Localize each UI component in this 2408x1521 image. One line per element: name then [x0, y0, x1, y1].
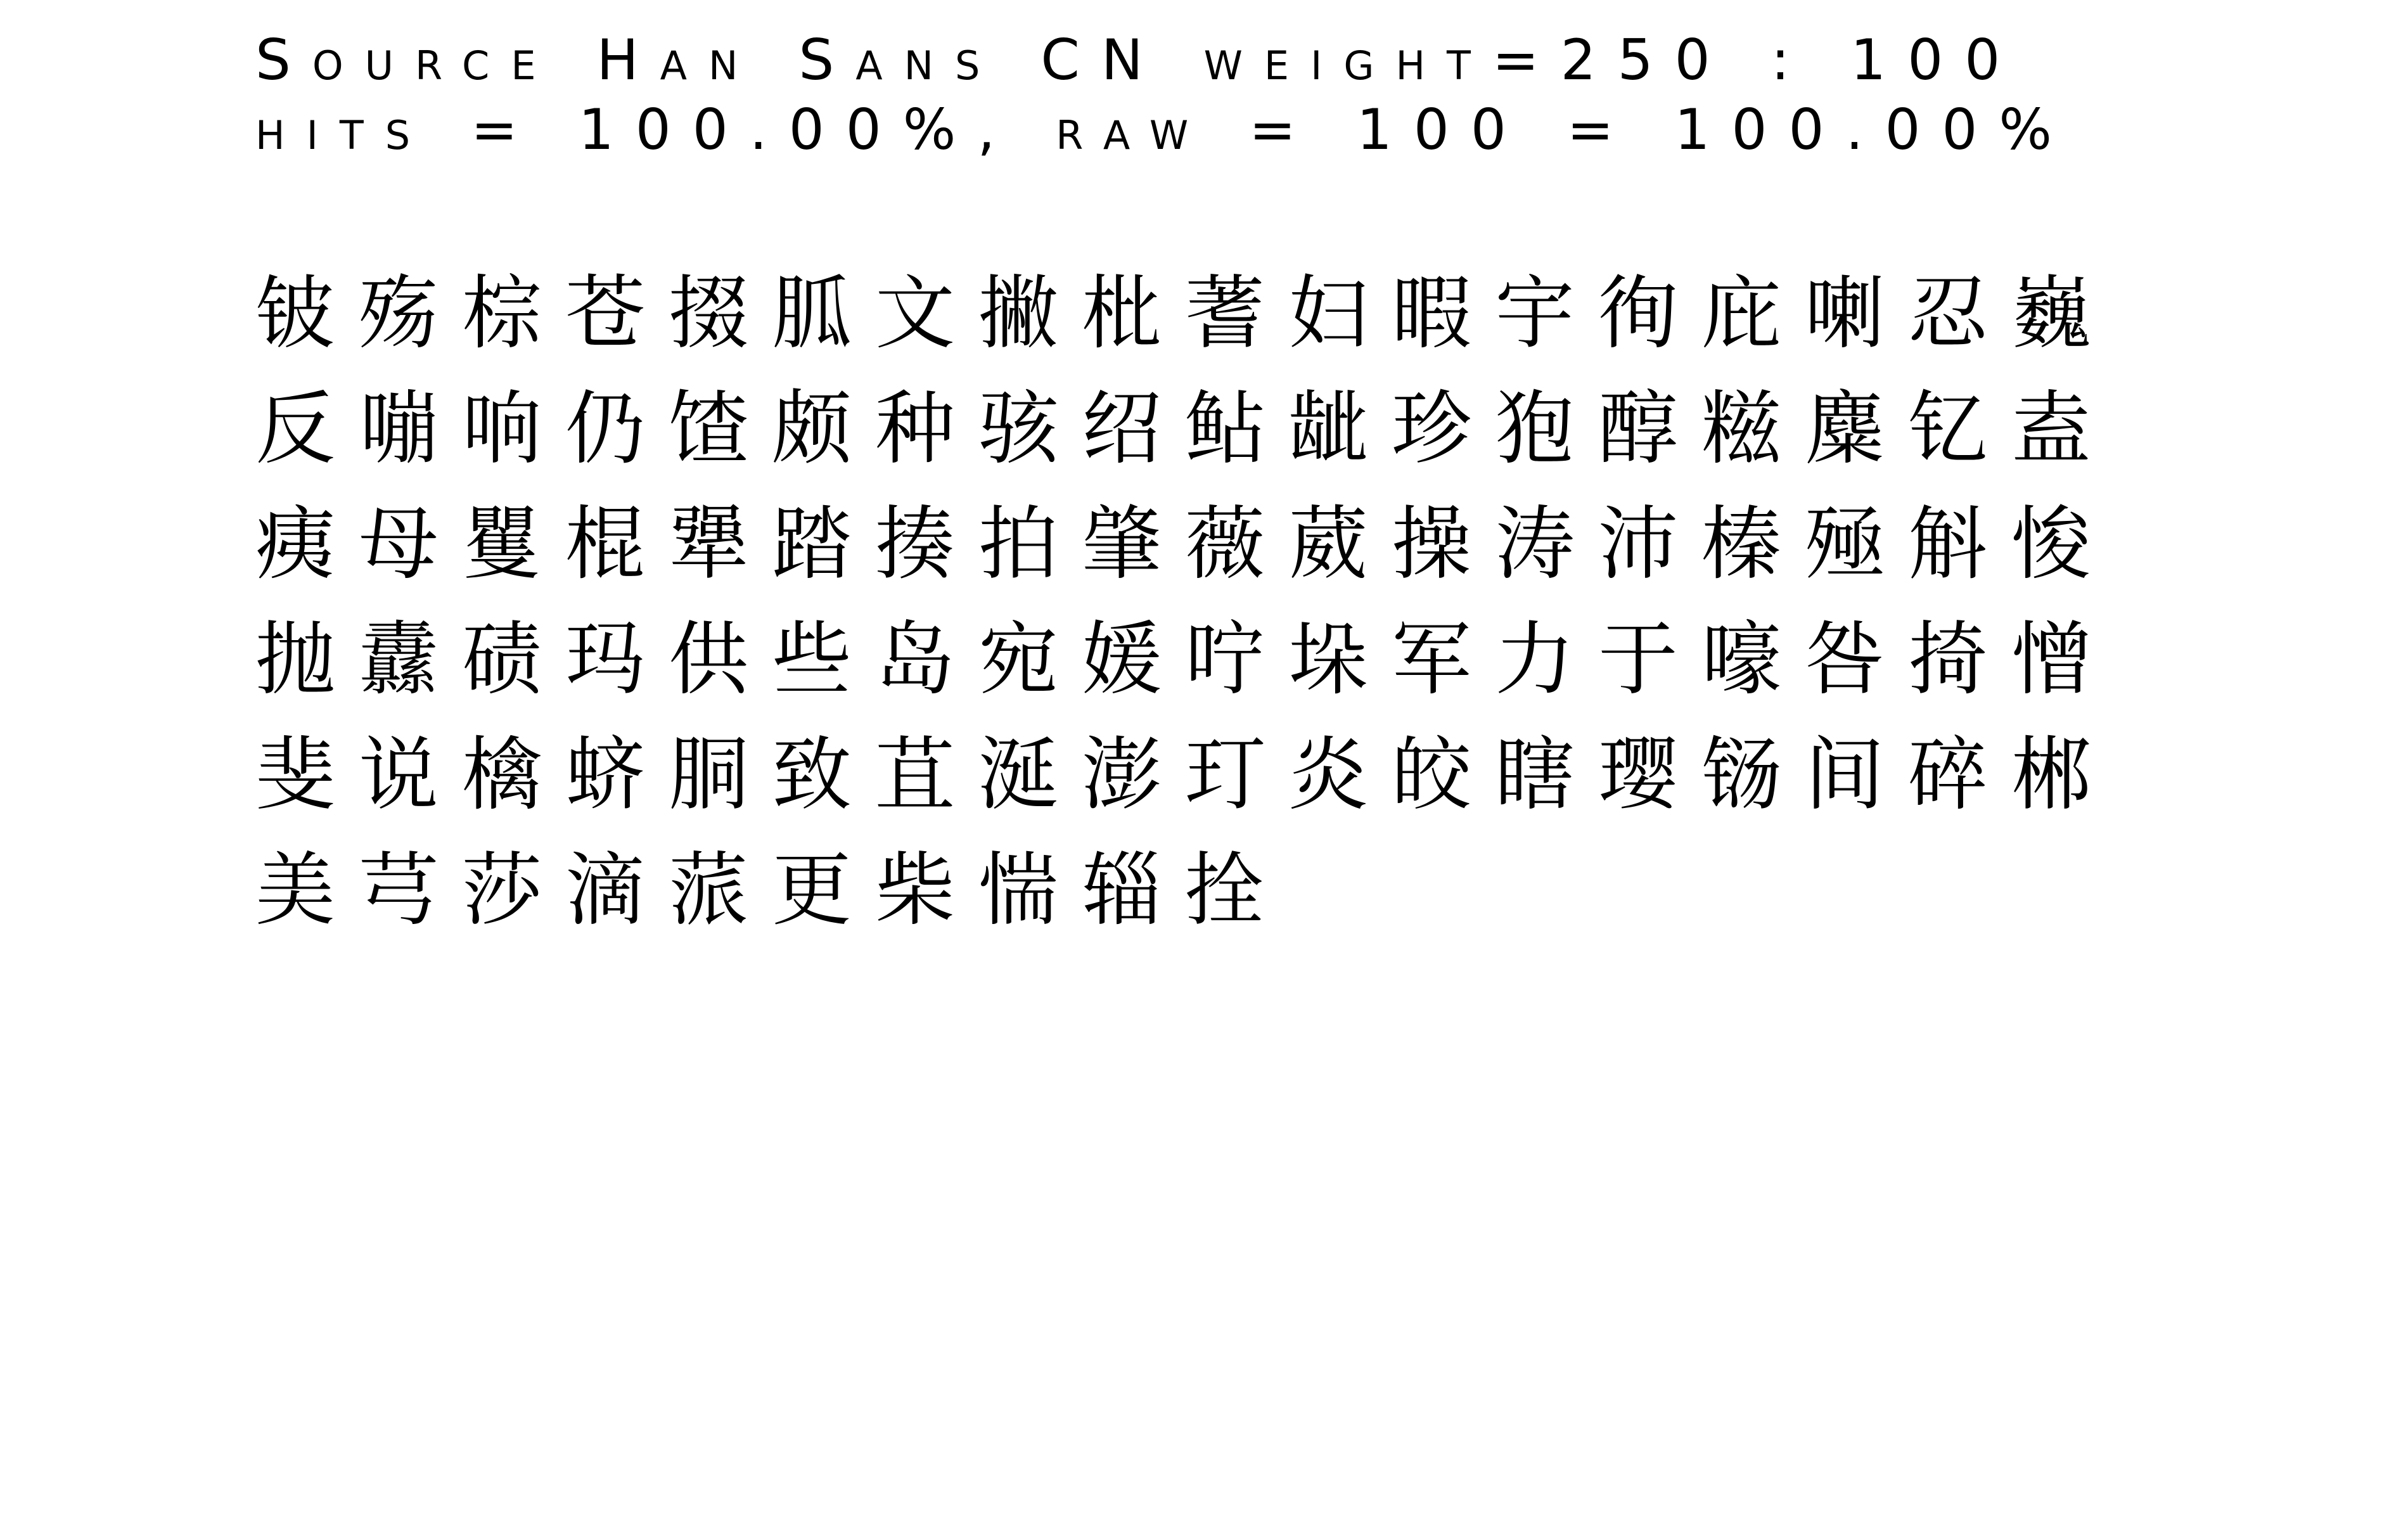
glyph: 嚎: [1701, 613, 1781, 706]
glyph: 狍: [1495, 382, 1575, 475]
glyph: 忍: [1908, 267, 1988, 360]
glyph: 皎: [1392, 728, 1471, 821]
glyph: 说: [359, 728, 439, 821]
glyph: 胴: [669, 728, 748, 821]
glyph: 咎: [1805, 613, 1885, 706]
glyph: 抛: [255, 613, 335, 706]
glyph: 暇: [1392, 267, 1471, 360]
glyph: 苍: [565, 267, 645, 360]
glyph: 掎: [1908, 613, 1988, 706]
glyph: 力: [1495, 613, 1575, 706]
glyph: 些: [772, 613, 852, 706]
glyph: 盍: [2011, 382, 2091, 475]
glyph-row-4: [255, 612, 2359, 728]
glyph: 棕: [462, 267, 542, 360]
glyph: 响: [462, 382, 542, 475]
glyph: 麋: [1805, 382, 1885, 475]
glyph: 岛: [875, 613, 955, 706]
glyph: 蓍: [1185, 267, 1265, 360]
glyph: 咛: [1185, 613, 1265, 706]
glyph: 滴: [565, 844, 645, 937]
glyph: 钇: [1908, 382, 1988, 475]
glyph: 斐: [255, 728, 335, 821]
glyph: 踏: [772, 497, 852, 591]
glyph: 葳: [1288, 497, 1368, 591]
glyph: 澎: [1082, 728, 1162, 821]
glyph: 撇: [978, 267, 1058, 360]
glyph: 拴: [1185, 844, 1265, 937]
glyph: 痍: [255, 497, 335, 591]
glyph: 矍: [462, 497, 542, 591]
glyph: 铴: [1701, 728, 1781, 821]
glyph: 涎: [978, 728, 1058, 821]
glyph: 军: [1392, 613, 1471, 706]
glyph: 嘣: [359, 382, 439, 475]
glyph: 纛: [359, 613, 439, 706]
glyph: 芎: [359, 844, 439, 937]
glyph: 棍: [565, 497, 645, 591]
glyph: 郴: [2011, 728, 2091, 821]
glyph: 碛: [462, 613, 542, 706]
glyph: 巍: [2011, 267, 2091, 360]
glyph: 媛: [1082, 613, 1162, 706]
glyph: 更: [772, 844, 852, 937]
glyph: 珍: [1392, 382, 1471, 475]
glyph: 徇: [1598, 267, 1678, 360]
glyph: 醇: [1598, 382, 1678, 475]
glyph: 碎: [1908, 728, 1988, 821]
glyph: 悛: [2011, 497, 2091, 591]
font-info-header: Source Han Sans CN weight=250 : 100: [255, 27, 2022, 93]
glyph: 鲇: [1185, 382, 1265, 475]
glyph: 绍: [1082, 382, 1162, 475]
glyph: 玎: [1185, 728, 1265, 821]
glyph: 殛: [1805, 497, 1885, 591]
glyph: 殇: [359, 267, 439, 360]
glyph: 沛: [1598, 497, 1678, 591]
glyph: 妇: [1288, 267, 1368, 360]
glyph-row-2: [255, 382, 2359, 497]
glyph: 馇: [669, 382, 748, 475]
glyph: 苴: [875, 728, 955, 821]
glyph: 种: [875, 382, 955, 475]
glyph: 反: [255, 382, 335, 475]
glyph: 龇: [1288, 382, 1368, 475]
glyph: 炎: [1288, 728, 1368, 821]
hits-summary-header: hits = 100.00%, raw = 100 = 100.00%: [255, 97, 2074, 162]
glyph: 犟: [669, 497, 748, 591]
glyph: 美: [255, 844, 335, 937]
glyph: 柴: [875, 844, 955, 937]
glyph: 于: [1598, 613, 1678, 706]
glyph: 垛: [1288, 613, 1368, 706]
glyph-row-1: [255, 266, 2359, 382]
glyph: 檎: [462, 728, 542, 821]
glyph: 母: [359, 497, 439, 591]
glyph: 揍: [875, 497, 955, 591]
glyph: 掇: [669, 267, 748, 360]
glyph: 榛: [1701, 497, 1781, 591]
glyph: 文: [875, 267, 955, 360]
glyph: 憎: [2011, 613, 2091, 706]
glyph: 肇: [1082, 497, 1162, 591]
glyph: 仍: [565, 382, 645, 475]
glyph: 蒎: [669, 844, 748, 937]
glyph: 惴: [978, 844, 1058, 937]
glyph: 瞎: [1495, 728, 1575, 821]
glyph: 胍: [772, 267, 852, 360]
glyph: 宇: [1495, 267, 1575, 360]
glyph: 供: [669, 613, 748, 706]
glyph: 璎: [1598, 728, 1678, 821]
glyph: 薇: [1185, 497, 1265, 591]
glyph: 枇: [1082, 267, 1162, 360]
glyph: 玛: [565, 613, 645, 706]
glyph: 铍: [255, 267, 335, 360]
glyph: 宛: [978, 613, 1058, 706]
glyph-row-3: [255, 497, 2359, 612]
glyph-row-5: [255, 728, 2359, 843]
glyph: 斛: [1908, 497, 1988, 591]
glyph: 糍: [1701, 382, 1781, 475]
glyph-grid: [255, 266, 2359, 958]
glyph: 蛴: [565, 728, 645, 821]
glyph: 莎: [462, 844, 542, 937]
glyph-row-6: [255, 843, 2359, 958]
glyph: 辎: [1082, 844, 1162, 937]
glyph: 涛: [1495, 497, 1575, 591]
glyph: 操: [1392, 497, 1471, 591]
glyph: 间: [1805, 728, 1885, 821]
glyph: 拍: [978, 497, 1058, 591]
glyph: 喇: [1805, 267, 1885, 360]
glyph: 骇: [978, 382, 1058, 475]
glyph: 致: [772, 728, 852, 821]
glyph: 庇: [1701, 267, 1781, 360]
glyph: 颇: [772, 382, 852, 475]
